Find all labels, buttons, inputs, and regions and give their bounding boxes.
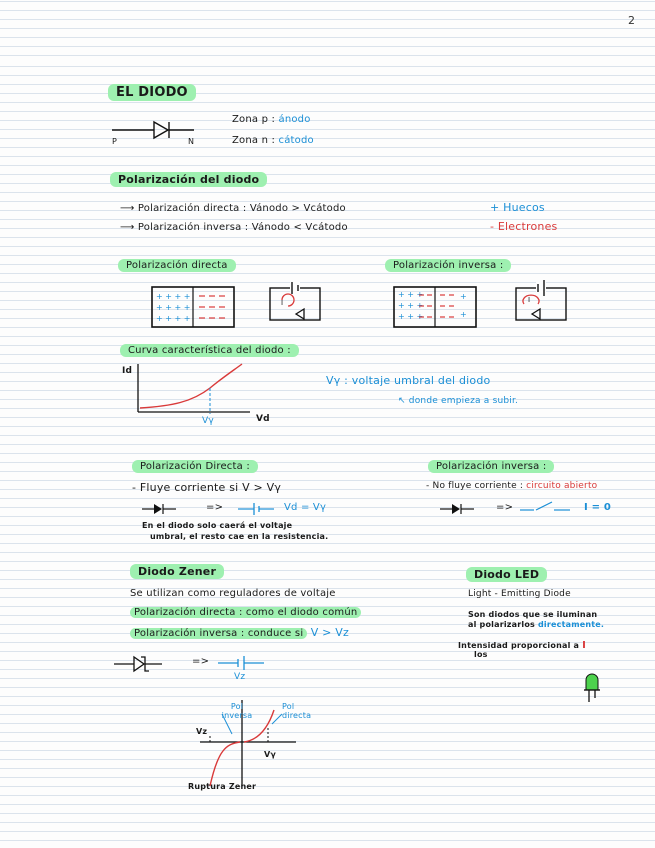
inversa-line: - No fluye corriente : circuito abierto <box>426 481 598 491</box>
zone-p: Zona p : ánodo <box>232 114 311 125</box>
svg-text:+: + <box>460 292 467 301</box>
inversa-eq: I = 0 <box>584 502 612 513</box>
zener-arrow: => <box>192 656 210 667</box>
holes-label: + Huecos <box>490 201 545 214</box>
zener-graph-vy: Vγ <box>264 750 277 759</box>
inversa-arrow: => <box>496 502 514 513</box>
directa-title: Polarización Directa : <box>132 460 258 473</box>
svg-text:I: I <box>281 299 284 307</box>
curve-x-label: Vd <box>256 414 270 424</box>
directa-line: - Fluye corriente si V > Vγ <box>132 481 282 494</box>
svg-text:+: + <box>460 310 467 319</box>
battery-icon <box>238 501 278 517</box>
led-intensity-2: los <box>474 650 488 659</box>
zener-pol-inversa: Pol inversa <box>221 702 253 720</box>
open-switch-icon <box>520 500 574 516</box>
svg-text:I: I <box>528 296 531 304</box>
zener-battery-icon <box>218 655 266 671</box>
svg-text:+ + +: + + + <box>398 301 424 310</box>
ruptura-zener-label: Ruptura Zener <box>188 782 257 791</box>
zone-n: Zona n : cátodo <box>232 135 314 146</box>
vy-definition: Vγ : voltaje umbral del diodo <box>326 374 491 387</box>
zener-diode-icon <box>114 654 164 674</box>
led-intensity: Intensidad proporcional a I <box>458 640 587 651</box>
led-icon <box>582 670 604 704</box>
svg-text:+ + +: + + + <box>398 312 424 321</box>
zener-line-1: Se utilizan como reguladores de voltaje <box>130 588 336 599</box>
svg-text:+ + + +: + + + + <box>156 314 191 323</box>
junction-inversa <box>394 287 476 327</box>
directa-arrow: => <box>206 502 224 513</box>
pol-line-2: ⟶ Polarización inversa : Vánodo < Vcátodo <box>120 222 348 233</box>
electrons-label: - Electrones <box>490 220 558 233</box>
led-desc-2: al polarizarlos directamente. <box>468 620 605 629</box>
pol-inversa-heading: Polarización inversa : <box>385 259 511 272</box>
inversa-title: Polarización inversa : <box>428 460 554 473</box>
zener-vz-label: Vz <box>234 672 246 682</box>
curve-threshold-label: Vγ <box>202 416 214 426</box>
zener-title: Diodo Zener <box>130 564 224 579</box>
diode-small-icon <box>142 502 182 516</box>
curve-title: Curva característica del diodo : <box>120 344 299 357</box>
led-subtitle: Light - Emitting Diode <box>468 589 571 599</box>
svg-text:+ + + +: + + + + <box>156 303 191 312</box>
page-title: EL DIODO <box>108 84 196 101</box>
section-polarizacion: Polarización del diodo <box>110 172 267 187</box>
junction-directa <box>152 287 234 327</box>
zener-line-3: Polarización inversa : conduce si V > Vz <box>130 626 349 639</box>
zener-graph-vz: Vz <box>196 727 208 736</box>
zener-line-2: Polarización directa : como el diodo común <box>130 607 361 618</box>
diode-inversa-icon <box>440 502 480 516</box>
zener-pol-directa: Pol directa <box>282 702 312 720</box>
diode-p-label: P <box>112 137 118 146</box>
circuit-directa <box>268 278 324 326</box>
svg-text:+ + +: + + + <box>398 290 424 299</box>
curve-y-label: Id <box>122 366 133 376</box>
circuit-inversa <box>512 278 570 326</box>
directa-note-2: umbral, el resto cae en la resistencia. <box>150 532 329 541</box>
directa-eq: Vd = Vγ <box>284 502 327 513</box>
led-desc-1: Son diodos que se iluminan <box>468 610 598 619</box>
directa-note-1: En el diodo solo caerá el voltaje <box>142 521 293 530</box>
vy-note: ↖ donde empieza a subir. <box>398 396 519 406</box>
pol-directa-heading: Polarización directa <box>118 259 236 272</box>
pol-line-1: ⟶ Polarización directa : Vánodo > Vcátodo <box>120 203 346 214</box>
page-number: 2 <box>628 14 635 27</box>
svg-text:+ + + +: + + + + <box>156 292 191 301</box>
diode-n-label: N <box>188 137 195 146</box>
led-title: Diodo LED <box>466 567 547 582</box>
